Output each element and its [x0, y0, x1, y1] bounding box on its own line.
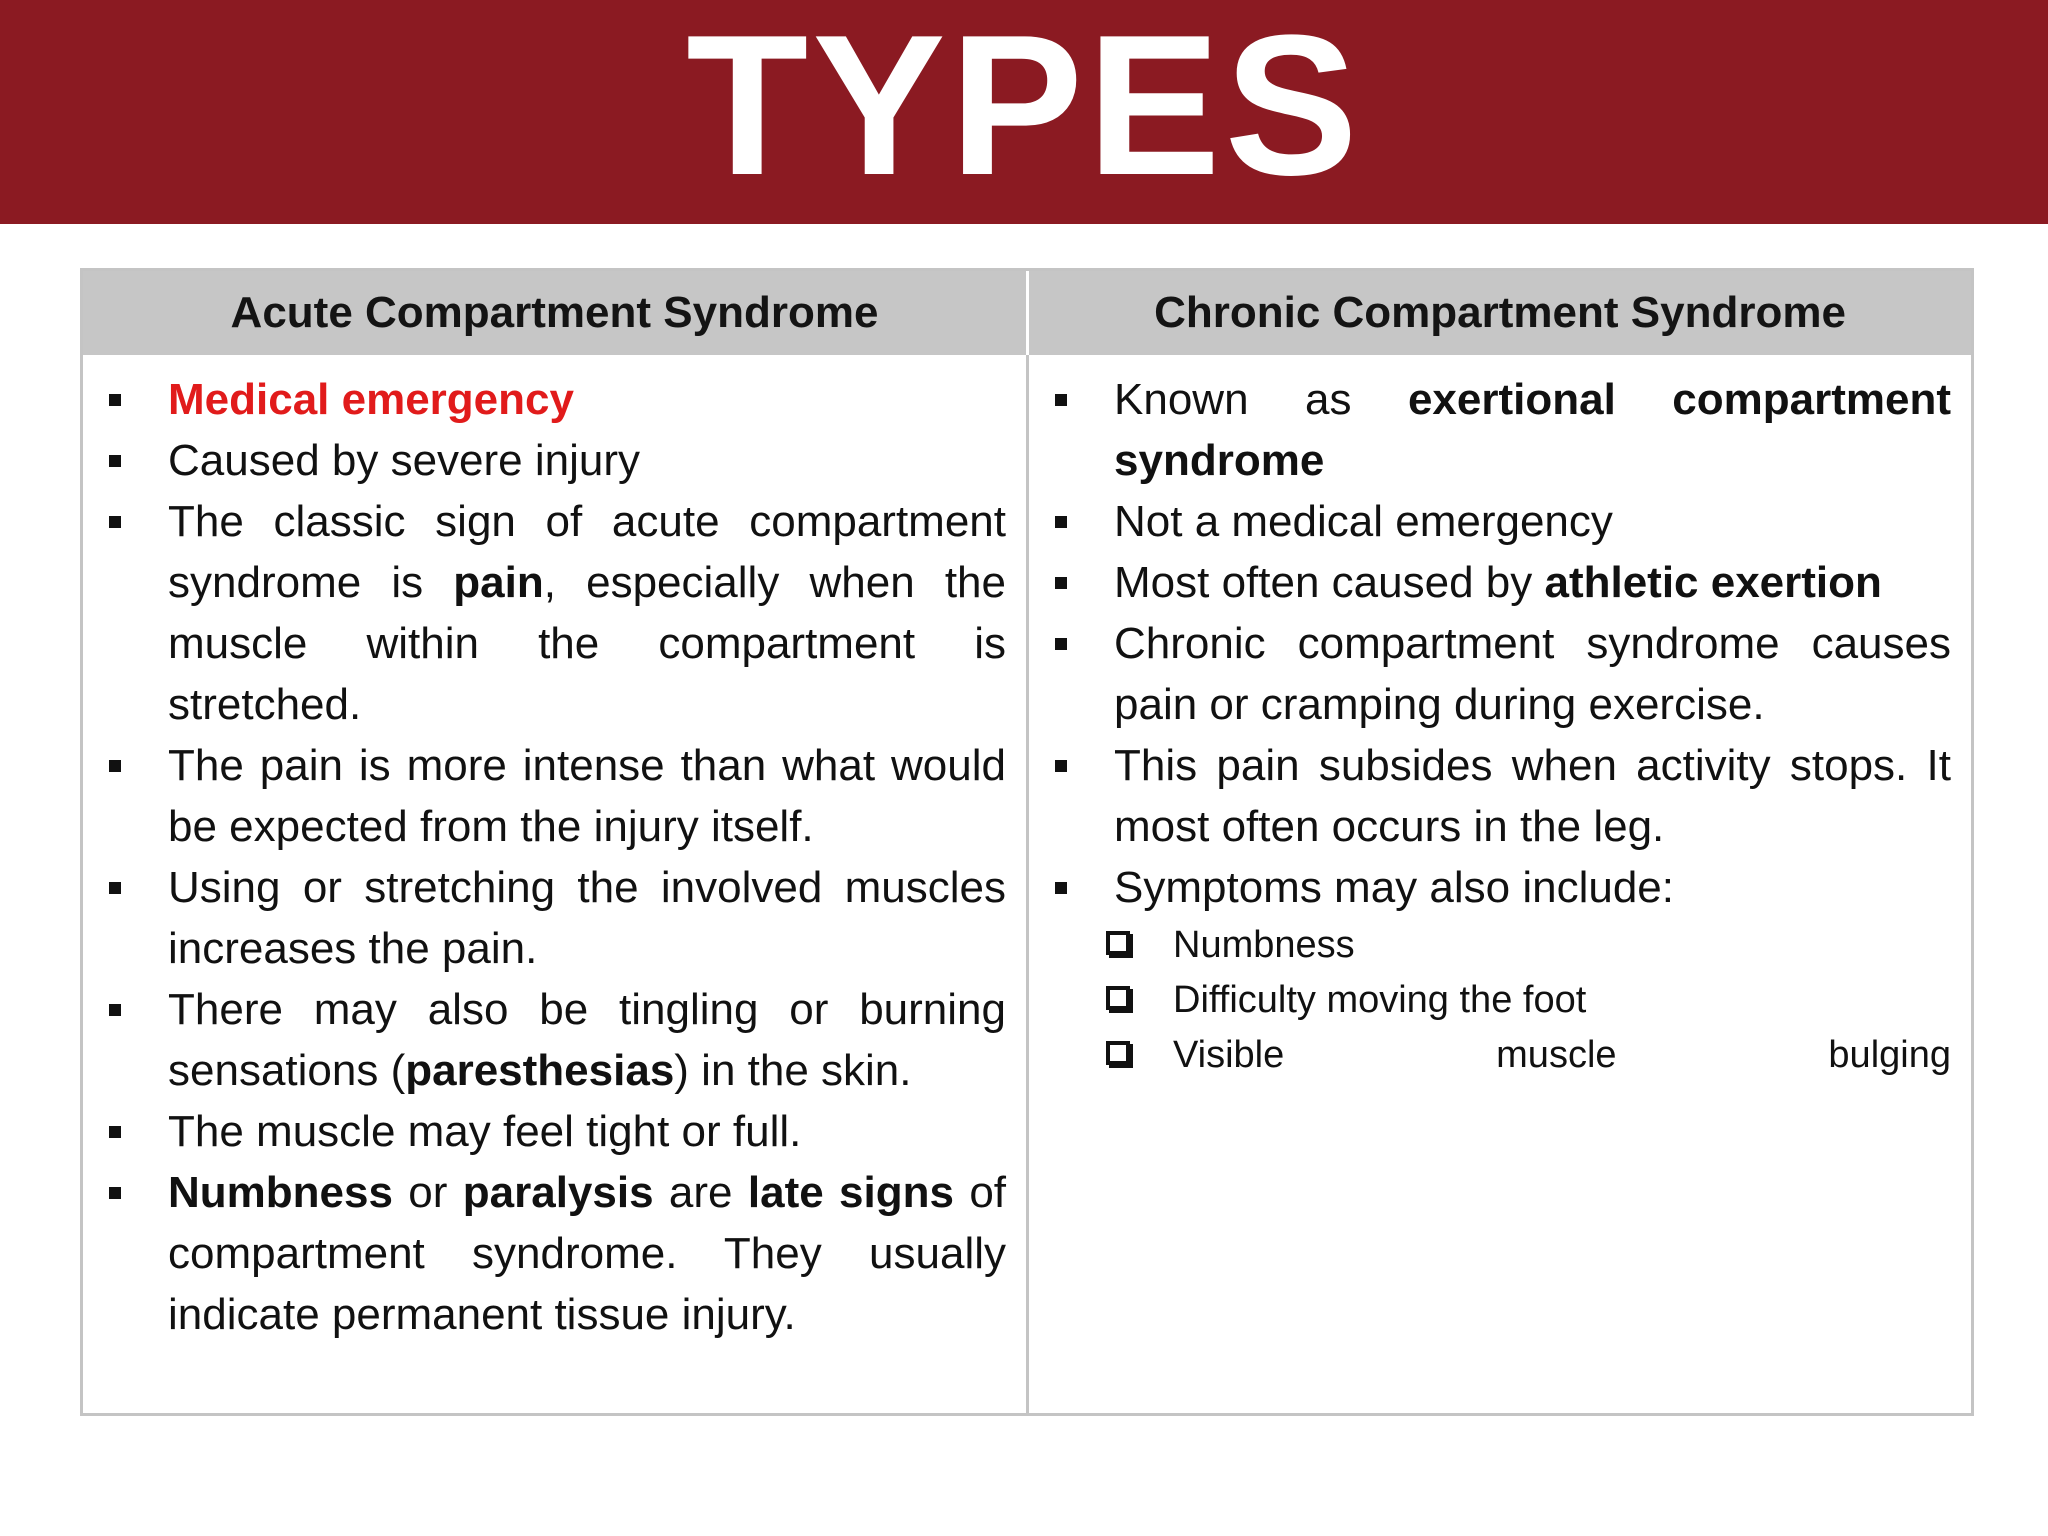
list-item: [83, 1162, 1006, 1345]
text: Numbness: [1173, 924, 1355, 966]
text: There may also be tingling or burning sensations (: [168, 985, 1006, 1095]
list-item: Chronic compartment syndrome causes pain or cramping during exercise.: [1029, 613, 1951, 735]
chronic-list: [1029, 369, 1951, 918]
sub-item: [1029, 918, 1951, 973]
list-item: Caused by severe injury: [83, 430, 1006, 491]
text: muscle: [1496, 1034, 1617, 1076]
list-item: The pain is more intense than what would be expected from the injury itself.: [83, 735, 1006, 857]
checkbox-icon: [1106, 931, 1130, 955]
bold-text: exertional compartment syndrome: [1114, 375, 1951, 485]
text: Most often caused by: [1114, 558, 1545, 607]
sub-item: [1029, 973, 1951, 1028]
list-item: [83, 491, 1006, 735]
chronic-cell: [1029, 355, 1971, 1413]
text: bulging: [1828, 1034, 1951, 1076]
sub-item: [1029, 1028, 1951, 1083]
header-acute: Acute Compartment Syndrome: [83, 271, 1029, 355]
slide-title: TYPES: [686, 0, 1362, 217]
text: ) in the skin.: [674, 1046, 912, 1095]
list-item: Symptoms may also include:: [1029, 857, 1951, 918]
text: Difficulty moving the foot: [1173, 979, 1587, 1021]
bold-text: pain: [453, 558, 544, 607]
symptoms-sublist: [1029, 918, 1951, 1083]
header-chronic: Chronic Compartment Syndrome: [1029, 271, 1971, 355]
text: or: [392, 1168, 463, 1217]
emergency-text: Medical emergency: [168, 375, 574, 424]
text: are: [653, 1168, 748, 1217]
bold-text: late signs: [747, 1168, 954, 1217]
text: Known as: [1114, 375, 1408, 424]
comparison-table: [80, 268, 1974, 1416]
list-item: [1029, 369, 1951, 491]
list-item: Using or stretching the involved muscles increases the pain.: [83, 857, 1006, 979]
bold-text: paresthesias: [405, 1046, 675, 1095]
list-item: [83, 979, 1006, 1101]
bold-text: athletic exertion: [1544, 558, 1882, 607]
list-item: The muscle may feel tight or full.: [83, 1101, 1006, 1162]
list-item: Not a medical emergency: [1029, 491, 1951, 552]
list-item: [83, 369, 1006, 430]
bold-text: paralysis: [462, 1168, 654, 1217]
acute-cell: [83, 355, 1029, 1413]
text: , especially when the muscle within the compartment is stretched.: [168, 558, 1006, 729]
text: The classic sign of acute compartment syndrome is: [168, 497, 1006, 607]
list-item: [1029, 552, 1951, 613]
title-banner: [0, 0, 2048, 224]
acute-list: [83, 369, 1006, 1345]
text: Visible: [1173, 1034, 1285, 1076]
list-item: This pain subsides when activity stops. It most often occurs in the leg.: [1029, 735, 1951, 857]
bold-text: Numbness: [168, 1168, 393, 1217]
checkbox-icon: [1106, 986, 1130, 1010]
checkbox-icon: [1106, 1041, 1130, 1065]
text: of compartment syndrome. They usually indicate permanent tissue injury.: [168, 1168, 1007, 1339]
